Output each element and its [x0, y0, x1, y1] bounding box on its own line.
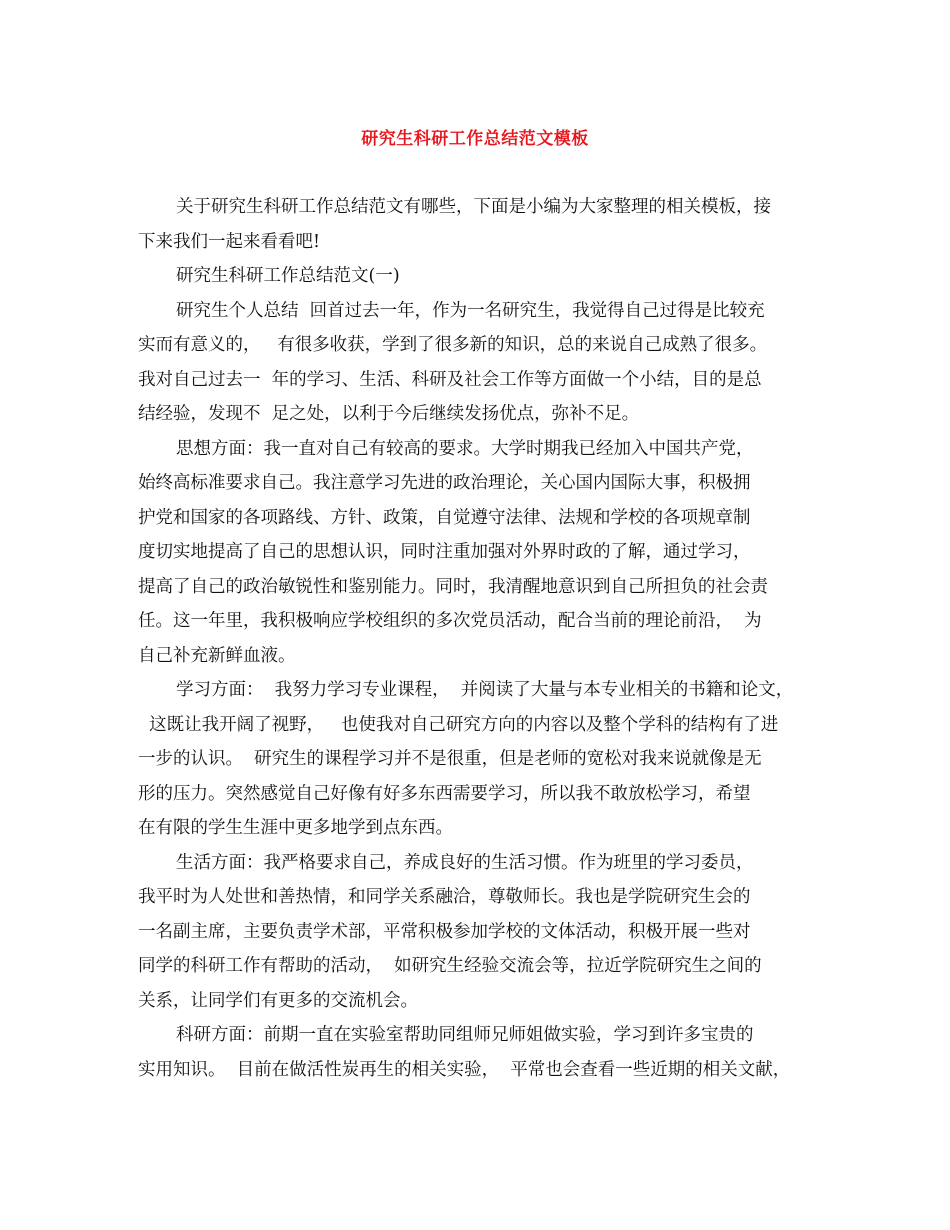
text-line: 始终高标准要求自己。我注意学习先进的政治理论，关心国内国际大事，积极拥: [138, 473, 751, 493]
document-title: 研究生科研工作总结范文模板: [361, 129, 589, 149]
text-line: 度切实地提高了自己的思想认识，同时注重加强对外界时政的了解，通过学习，: [138, 542, 751, 562]
text-line: 关系，让同学们有更多的交流机会。: [138, 990, 418, 1011]
text-line: 一步的认识。 研究生的课程学习并不是很重，但是老师的宽松对我来说就像是无: [138, 749, 762, 769]
text-line: 自己补充新鲜血液。: [138, 645, 296, 666]
text-line: 研究生科研工作总结范文(一): [176, 266, 400, 286]
text-line: 我对自己过去一 年的学习、生活、科研及社会工作等方面做一个小结，目的是总: [138, 369, 762, 390]
text-line: 任。这一年里，我积极响应学校组织的多次党员活动，配合当前的理论前沿， 为: [138, 611, 762, 631]
text-line: 下来我们一起来看看吧!: [138, 231, 321, 252]
text-line: 研究生个人总结 回首过去一年，作为一名研究生，我觉得自己过得是比较充: [176, 300, 765, 321]
text-line: 同学的科研工作有帮助的活动， 如研究生经验交流会等，拉近学院研究生之间的: [138, 956, 762, 976]
document-body: [138, 190, 828, 1087]
text-line: 结经验，发现不 足之处，以利于今后继续发扬优点，弥补不足。: [138, 404, 640, 424]
text-line: 在有限的学生生涯中更多地学到点东西。: [138, 818, 453, 838]
text-line: 思想方面：我一直对自己有较高的要求。大学时期我已经加入中国共产党，: [176, 438, 754, 459]
text-line: 关于研究生科研工作总结范文有哪些，下面是小编为大家整理的相关模板，接: [176, 197, 771, 217]
text-line: 实而有意义的， 有很多收获，学到了很多新的知识，总的来说自己成熟了很多。: [138, 335, 768, 355]
text-line: 生活方面：我严格要求自己，养成良好的生活习惯。作为班里的学习委员，: [176, 852, 754, 873]
text-line: 科研方面：前期一直在实验室帮助同组师兄师姐做实验，学习到许多宝贵的: [176, 1025, 754, 1045]
text-line: 护党和国家的各项路线、方针、政策，自觉遵守法律、法规和学校的各项规章制: [138, 507, 751, 528]
text-line: 这既让我开阔了视野， 也使我对自己研究方向的内容以及整个学科的结构有了进: [138, 714, 779, 735]
text-line: 学习方面： 我努力学习专业课程， 并阅读了大量与本专业相关的书籍和论文，: [176, 680, 794, 700]
text-line: 一名副主席，主要负责学术部，平常积极参加学校的文体活动，积极开展一些对: [138, 921, 751, 942]
text-line: 提高了自己的政治敏锐性和鉴别能力。同时，我清醒地意识到自己所担负的社会责: [138, 576, 768, 597]
text-line: 我平时为人处世和善热情，和同学关系融洽，尊敬师长。我也是学院研究生会的: [138, 887, 751, 907]
text-line: 形的压力。突然感觉自己好像有好多东西需要学习，所以我不敢放松学习，希望: [138, 783, 751, 804]
text-line: 实用知识。 目前在做活性炭再生的相关实验， 平常也会查看一些近期的相关文献，: [138, 1059, 791, 1080]
